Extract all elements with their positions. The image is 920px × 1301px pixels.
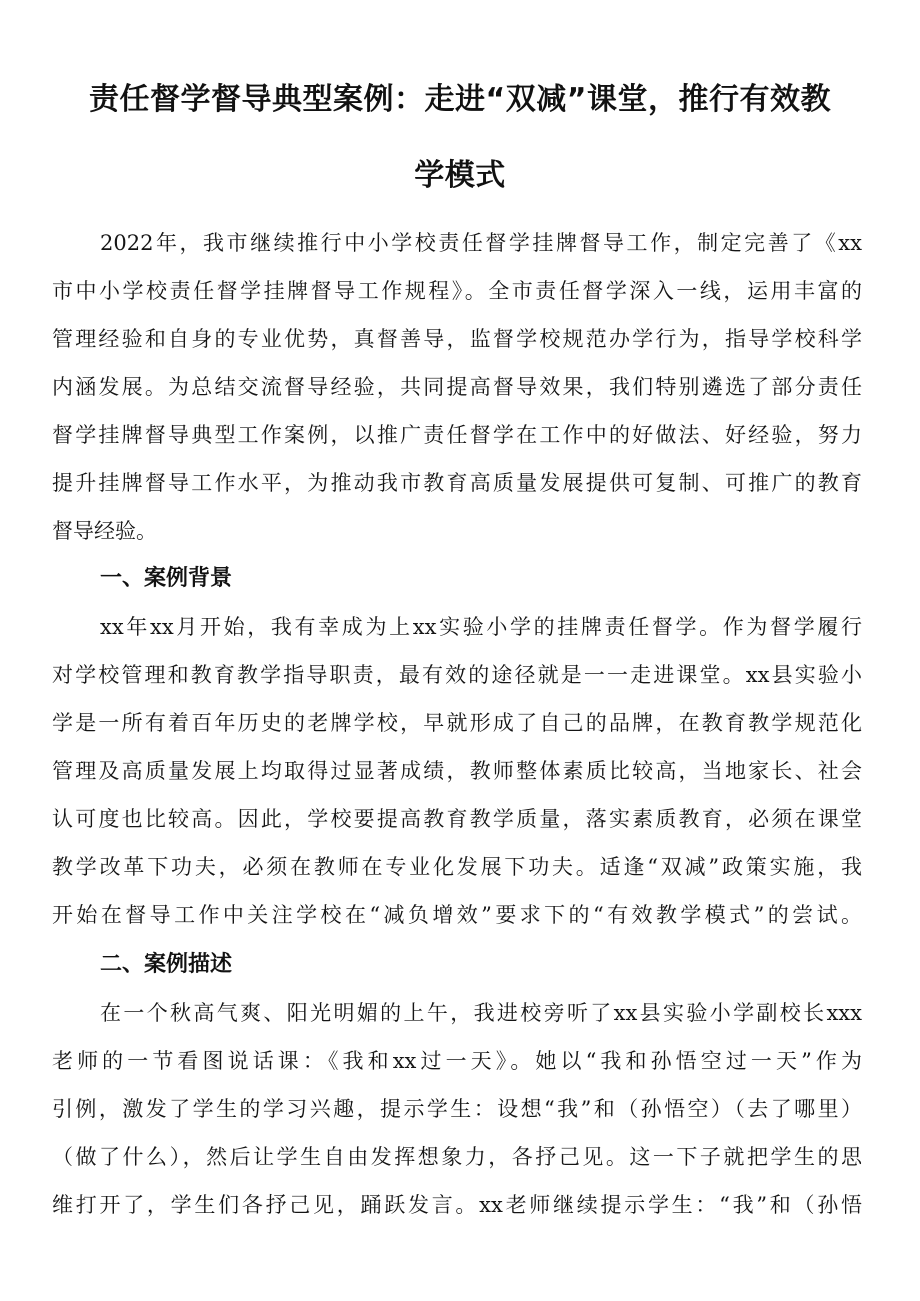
section-heading-description: 二、案例描述 (100, 952, 233, 977)
section2-line: （做了什么），然后让学生自由发挥想象力，各抒己见。这一下子就把学生的思 (52, 1145, 862, 1169)
section-heading-background: 一、案例背景 (100, 566, 233, 591)
intro-line: 督导经验。 (52, 519, 157, 543)
document-title-line-2: 学模式 (414, 158, 506, 193)
intro-line: 督学挂牌督导典型工作案例，以推广责任督学在工作中的好做法、好经验，努力 (52, 423, 862, 447)
section2-line: 维打开了，学生们各抒己见，踊跃发言。xx老师继续提示学生：“我”和（孙悟 (52, 1193, 862, 1217)
intro-line: 市中小学校责任督学挂牌督导工作规程》。全市责任督学深入一线，运用丰富的 (52, 279, 862, 303)
section1-line: 学是一所有着百年历史的老牌学校，早就形成了自己的品牌，在教育教学规范化 (52, 711, 862, 735)
section1-line: 对学校管理和教育教学指导职责，最有效的途径就是一一走进课堂。xx县实验小 (52, 663, 862, 687)
intro-line: 管理经验和自身的专业优势，真督善导，监督学校规范办学行为，指导学校科学 (52, 327, 862, 351)
section1-line: xx年xx月开始，我有幸成为上xx实验小学的挂牌责任督学。作为督学履行 (100, 615, 862, 639)
section2-line: 引例，激发了学生的学习兴趣，提示学生：设想“我”和（孙悟空）（去了哪里） (52, 1097, 862, 1121)
intro-line: 提升挂牌督导工作水平，为推动我市教育高质量发展提供可复制、可推广的教育 (52, 471, 862, 495)
section1-line: 管理及高质量发展上均取得过显著成绩，教师整体素质比较高，当地家长、社会 (52, 759, 862, 783)
intro-line: 2022年，我市继续推行中小学校责任督学挂牌督导工作，制定完善了《xx (100, 231, 862, 255)
section1-line: 开始在督导工作中关注学校在“减负增效”要求下的“有效教学模式”的尝试。 (52, 903, 862, 927)
intro-line: 内涵发展。为总结交流督导经验，共同提高督导效果，我们特别遴选了部分责任 (52, 375, 862, 399)
section2-line: 在一个秋高气爽、阳光明媚的上午，我进校旁听了xx县实验小学副校长xxx (100, 1001, 862, 1025)
section1-line: 教学改革下功夫，必须在教师在专业化发展下功夫。适逢“双减”政策实施，我 (52, 855, 862, 879)
document-title-line-1: 责任督学督导典型案例：走进“双减”课堂，推行有效教 (89, 82, 831, 117)
section1-line: 认可度也比较高。因此，学校要提高教育教学质量，落实素质教育，必须在课堂 (52, 807, 862, 831)
section2-line: 老师的一节看图说话课：《我和xx过一天》。她以“我和孙悟空过一天”作为 (52, 1049, 862, 1073)
